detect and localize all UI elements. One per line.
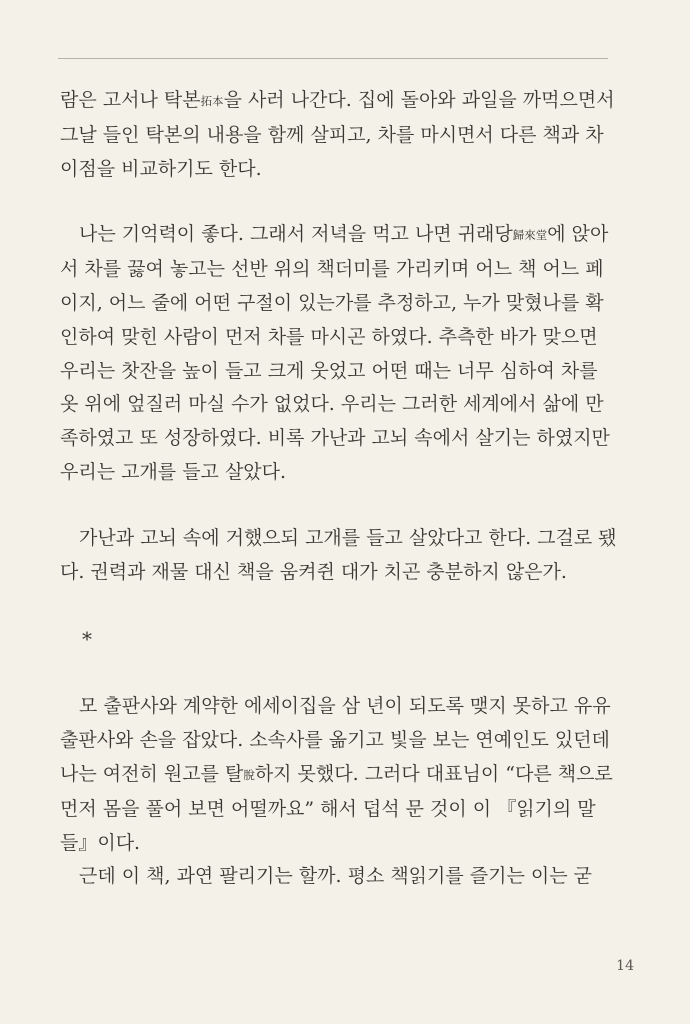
paragraph-1: 람은 고서나 탁본拓本을 사러 나간다. 집에 돌아와 과일을 까먹으면서 그날 들인 탁본의 내용을 함께 살피고, 차를 마시면서 다른 책과 차이점을 비교하기도 한다. [60, 89, 615, 180]
hanja-annotation: 脫 [243, 767, 255, 782]
paragraph-3: 가난과 고뇌 속에 거했으되 고개를 들고 살았다고 한다. 그걸로 됐다. 권력과 재물 대신 책을 움켜쥔 대가 치곤 충분하지 않은가. [60, 526, 617, 583]
header-rule [58, 58, 608, 59]
body-text [60, 84, 620, 894]
paragraph-2: 나는 기억력이 좋다. 그래서 저녁을 먹고 나면 귀래당歸來堂에 앉아서 차를 끓여 놓고는 선반 위의 책더미를 가리키며 어느 책 어느 페이지, 어느 줄에 어떤 구절이 있는가를 추정하고, 누가 맞혔나를 확인하여 맞힌 사람이 먼저 차를 마시곤 하였다. 추측한 바가 맞으면 우리는 찻잔을 높이 들고 크게 웃었고 어떤 때는 너무 심하여 차를 옷 위에 엎질러 마실 수가 없었다. 우리는 그러한 세계에서 삶에 만족하였고 또 성장하였다. 비록 가난과 고뇌 속에서 살기는 하였지만 우리는 고개를 들고 살았다. [60, 223, 610, 483]
hanja-annotation: 拓本 [200, 94, 224, 108]
section-separator: * [82, 627, 92, 652]
page-number: 14 [616, 958, 634, 974]
hanja-annotation: 歸來堂 [512, 228, 548, 243]
paragraph-4: 모 출판사와 계약한 에세이집을 삼 년이 되도록 맺지 못하고 유유출판사와 손을 잡았다. 소속사를 옮기고 빛을 보는 연예인도 있던데 나는 여전히 원고를 탈脫하지 못했다. 그러다 대표님이 “다른 책으로 먼저 몸을 풀어 보면 어떨까요” 해서 덥석 문 것이 이 『읽기의 말들』이다. [60, 695, 613, 854]
paragraph-5: 근데 이 책, 과연 팔리기는 할까. 평소 책읽기를 즐기는 이는 굳 [79, 865, 592, 888]
